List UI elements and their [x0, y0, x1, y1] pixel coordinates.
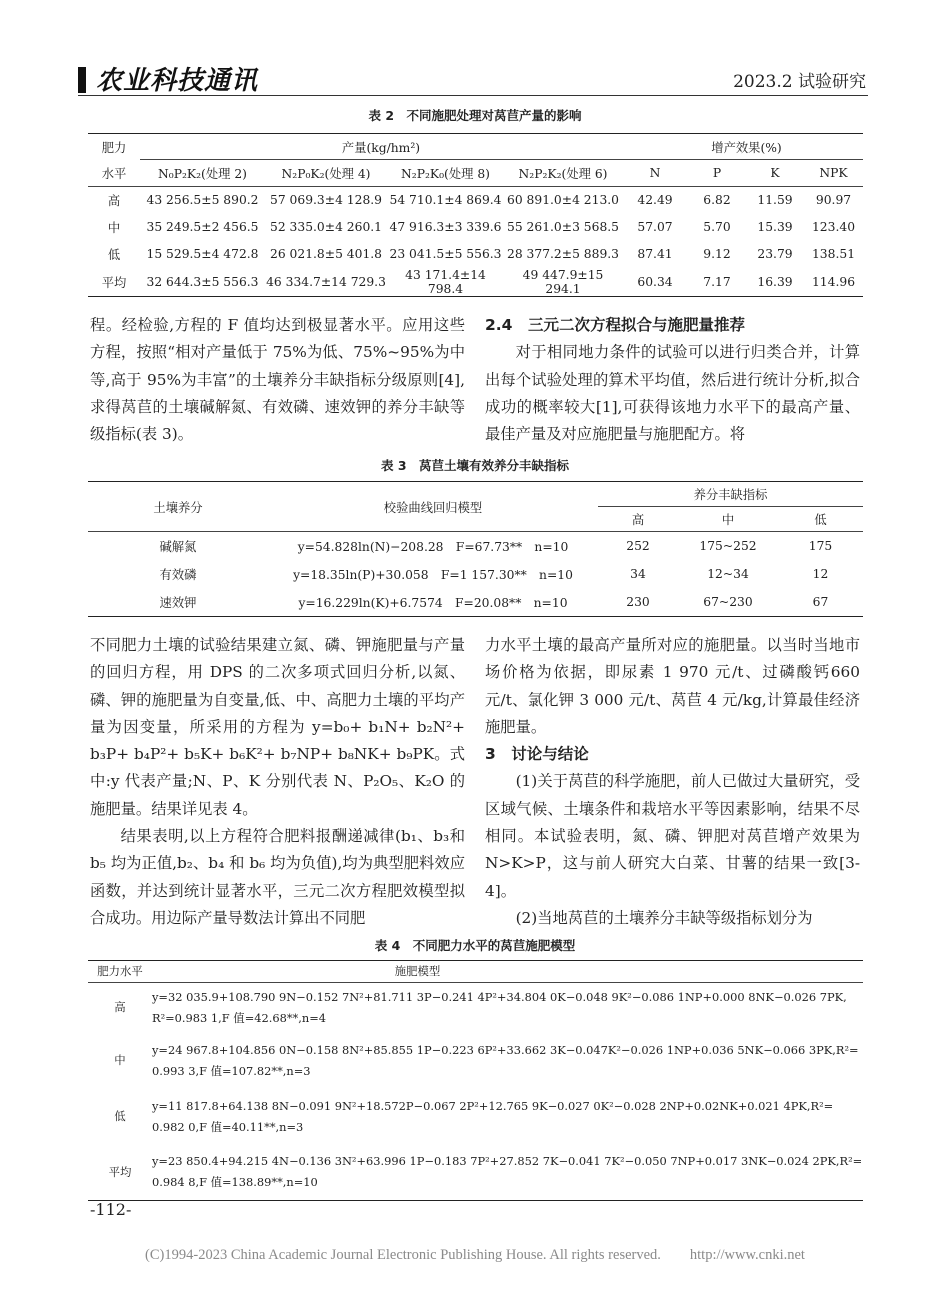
table-row [88, 187, 863, 214]
table-cell: 低 [114, 1109, 126, 1123]
formula-line: y=11 817.8+64.138 8N−0.091 9N²+18.572P−0.067 2P²+12.765 9K−0.027 0K²−0.028 2NP+0.02NK+0.021 4PK,R²= [152, 1098, 834, 1113]
table-cell: 32 644.3±5 556.3 [146, 274, 259, 289]
table3-header-index: 养分丰缺指标 [598, 482, 863, 507]
table-cell [152, 983, 863, 1033]
table-cell: 52 335.0±4 260.1 [270, 220, 382, 234]
table3-caption: 表 3 莴苣土壤有效养分丰缺指标 [380, 458, 570, 473]
table-cell: 6.82 [703, 193, 731, 208]
table-cell: 速效钾 [159, 595, 197, 610]
table-cell [152, 1145, 863, 1201]
paragraph: 结果表明,以上方程符合肥料报酬递减律(b₁、b₃和 b₅ 均为正值,b₂、b₄ 和 b₆ 均为负值),均为典型肥料效应函数，并达到统计显著水平，三元二次方程肥效模型拟合成功。用边际产量导数法计算出不同肥 [90, 827, 465, 927]
table-row [88, 268, 863, 297]
issue-label: 2023.2 试验研究 [733, 72, 866, 92]
table-cell: 5.70 [703, 220, 731, 234]
formula-line: y=24 967.8+104.856 0N−0.158 8N²+85.855 1P−0.223 6P²+33.662 3K−0.047K²−0.026 1NP+0.036 5NK−0.066 3PK,R²= [152, 1042, 859, 1057]
copyright-footer: (C)1994-2023 China Academic Journal Electronic Publishing House. All rights reserved. http://www.cnki.net [145, 1247, 805, 1263]
formula-line: 0.984 8,F 值=138.89**,n=10 [152, 1175, 318, 1190]
table-cell: 26 021.8±5 401.8 [270, 247, 382, 261]
table-cell: 54 710.1±4 869.4 [389, 193, 502, 208]
table2-subheader: P [688, 160, 746, 187]
table-cell [152, 1033, 863, 1089]
table-cell: 55 261.0±3 568.5 [507, 220, 619, 234]
table-cell: 有效磷 [159, 568, 197, 582]
formula-line: 0.982 0,F 值=40.11**,n=3 [152, 1119, 304, 1134]
table3-header-nutrient: 土壤养分 [153, 500, 203, 515]
table-cell: 23.79 [757, 247, 793, 261]
right-column-bottom [485, 632, 860, 932]
section-heading: 3 讨论与结论 [485, 745, 589, 764]
table-cell: 230 [626, 594, 650, 609]
table-cell: 28 377.2±5 889.3 [507, 247, 619, 261]
table-cell: 中 [114, 1053, 126, 1067]
table3 [88, 481, 863, 617]
logo-bar [78, 67, 86, 93]
table3-header-model: 校验曲线回归模型 [383, 500, 483, 515]
table4-header-model: 施肥模型 [152, 961, 863, 983]
table-cell: 138.51 [811, 247, 856, 261]
table-row [88, 1089, 863, 1145]
table-row [88, 983, 863, 1033]
table-cell: 平均 [108, 1164, 132, 1179]
table-cell: 114.96 [811, 274, 856, 289]
paragraph: (2)当地莴苣的土壤养分丰缺等级指标划分为 [515, 908, 813, 927]
table3-header-low: 低 [814, 513, 827, 527]
right-column-top [485, 312, 860, 448]
table2-subheader: K [746, 160, 804, 187]
table-cell: 49 447.9±15 294.1 [522, 267, 604, 296]
table-cell: 15.39 [757, 220, 793, 234]
table4 [88, 960, 863, 1201]
header-rule [78, 95, 868, 96]
table-cell: 低 [107, 248, 121, 262]
formula-line: y=23 850.4+94.215 4N−0.136 3N²+63.996 1P−0.183 7P²+27.852 7K−0.041 7K²−0.050 7NP+0.017 3NK−0.024 2PK,R²= [152, 1154, 863, 1169]
table-row [88, 588, 863, 616]
table-cell: 12~34 [707, 567, 749, 581]
table2-caption: 表 2 不同施肥处理对莴苣产量的影响 [368, 108, 582, 123]
table-cell: 12 [812, 567, 829, 581]
table3-header-high: 高 [631, 513, 645, 527]
table-cell: 60 891.0±4 213.0 [507, 193, 619, 208]
table-cell: 90.97 [815, 193, 852, 208]
paragraph: 不同肥力土壤的试验结果建立氮、磷、钾施肥量与产量的回归方程，用 DPS 的二次多项式回归分析,以氮、磷、钾的施肥量为自变量,低、中、高肥力土壤的平均产量为因变量，所采用的方程为 y=b₀+ b₁N+ b₂N²+ b₃P+ b₄P²+ b₅K+ b₆K²+ b₇NP+ b₈NK+ b₉PK。式中:y 代表产量;N、P、K 分别代表 N、P₂O₅、K₂O 的施肥量。结果详见表 4。 [90, 636, 465, 818]
formula-line: y=32 035.9+108.790 9N−0.152 7N²+81.711 3P−0.241 4P²+34.804 0K−0.048 9K²−0.086 1NP+0.000 8NK−0.026 7PK, [152, 989, 847, 1004]
table-cell: y=16.229ln(K)+6.7574 F=20.08** n=10 [298, 595, 568, 610]
table-cell: y=18.35ln(P)+30.058 F=1 157.30** n=10 [293, 568, 573, 582]
paragraph: 程。经检验,方程的 F 值均达到极显著水平。应用这些方程，按照“相对产量低于 75%为低、75%~95%为中等,高于 95%为丰富”的土壤养分丰缺指标分级原则[4],求得莴苣的土壤碱解氮、有效磷、速效钾的养分丰缺等级指标(表 3)。 [90, 316, 465, 444]
table-cell: 23 041.5±5 556.3 [389, 247, 502, 261]
page-number: -112- [90, 1200, 132, 1219]
table4-header-level: 肥力水平 [88, 961, 152, 983]
table-cell: 67~230 [703, 594, 753, 609]
table2-header-effect: 增产效果(%) [622, 134, 863, 160]
table-cell: 43 171.4±14 798.4 [405, 267, 486, 296]
journal-logo [78, 60, 258, 97]
table-cell: 平均 [101, 275, 127, 290]
table-cell: 16.39 [757, 274, 793, 289]
table4-caption: 表 4 不同肥力水平的莴苣施肥模型 [374, 938, 576, 953]
table2-subheader: N [622, 160, 688, 187]
table-row [88, 560, 863, 588]
table-row [88, 532, 863, 560]
table2-subheader: NPK [804, 160, 863, 187]
table-cell: 175~252 [699, 539, 757, 553]
table2-subheader: N₂P₂K₀(处理 8) [387, 160, 504, 187]
table-cell: 42.49 [637, 193, 673, 208]
table3-header-mid: 中 [721, 513, 735, 527]
table2 [88, 133, 863, 297]
table2-subheader: N₀P₂K₂(处理 2) [140, 160, 265, 187]
table-cell: 46 334.7±14 729.3 [266, 274, 386, 289]
table-cell: 高 [114, 1000, 126, 1015]
logo-text: 农业科技通讯 [96, 66, 259, 96]
paragraph: 力水平土壤的最高产量所对应的施肥量。以当时当地市场价格为依据，即尿素 1 970 元/t、过磷酸钙660 元/t、氯化钾 3 000 元/t、莴苣 4 元/kg,计算最佳经济施肥量。 [485, 636, 860, 736]
table-cell: 57 069.3±4 128.9 [270, 193, 382, 208]
table-cell: 34 [630, 567, 646, 581]
table-cell: 7.17 [703, 274, 731, 289]
table-cell [152, 1089, 863, 1145]
table-cell: y=54.828ln(N)−208.28 F=67.73** n=10 [297, 540, 569, 554]
left-column-top [90, 312, 465, 448]
table-cell: 67 [812, 594, 829, 609]
table2-header-yield: 产量(kg/hm²) [140, 134, 622, 160]
table-row [88, 1033, 863, 1089]
table-cell: 碱解氮 [159, 540, 197, 554]
table-cell: 9.12 [703, 247, 731, 261]
table2-subheader: N₂P₂K₂(处理 6) [504, 160, 622, 187]
table-row [88, 1145, 863, 1201]
table-row [88, 241, 863, 268]
paragraph: 对于相同地力条件的试验可以进行归类合并，计算出每个试验处理的算术平均值，然后进行统计分析,拟合成功的概率较大[1],可获得该地力水平下的最高产量、最佳产量及对应施肥量与施肥配方。将 [485, 343, 860, 444]
table-row [88, 214, 863, 241]
table-cell: 87.41 [637, 247, 673, 261]
table2-header-level-bot: 水平 [88, 160, 140, 187]
table-cell: 175 [808, 539, 833, 553]
table-cell: 57.07 [637, 220, 673, 234]
table-cell: 35 249.5±2 456.5 [146, 220, 259, 234]
left-column-bottom [90, 632, 465, 932]
table-cell: 60.34 [637, 274, 673, 289]
section-heading: 2.4 三元二次方程拟合与施肥量推荐 [485, 316, 745, 334]
formula-line: 0.993 3,F 值=107.82**,n=3 [152, 1063, 311, 1078]
table-cell: 43 256.5±5 890.2 [146, 193, 259, 208]
table-cell: 中 [107, 221, 121, 235]
table-cell: 123.40 [811, 220, 856, 234]
table2-header-level-top: 肥力 [101, 140, 127, 155]
paragraph: (1)关于莴苣的科学施肥，前人已做过大量研究，受区域气候、土壤条件和栽培水平等因素影响，结果不尽相同。本试验表明，氮、磷、钾肥对莴苣增产效果为N>K>P，这与前人研究大白菜、甘薯的结果一致[3-4]。 [485, 772, 860, 900]
table-cell: 252 [626, 539, 650, 553]
table-cell: 11.59 [757, 193, 793, 208]
table2-subheader: N₂P₀K₂(处理 4) [265, 160, 387, 187]
table-cell: 15 529.5±4 472.8 [146, 247, 259, 261]
table-cell: 高 [107, 194, 121, 209]
table-cell: 47 916.3±3 339.6 [389, 220, 502, 234]
formula-line: R²=0.983 1,F 值=42.68**,n=4 [152, 1010, 326, 1025]
